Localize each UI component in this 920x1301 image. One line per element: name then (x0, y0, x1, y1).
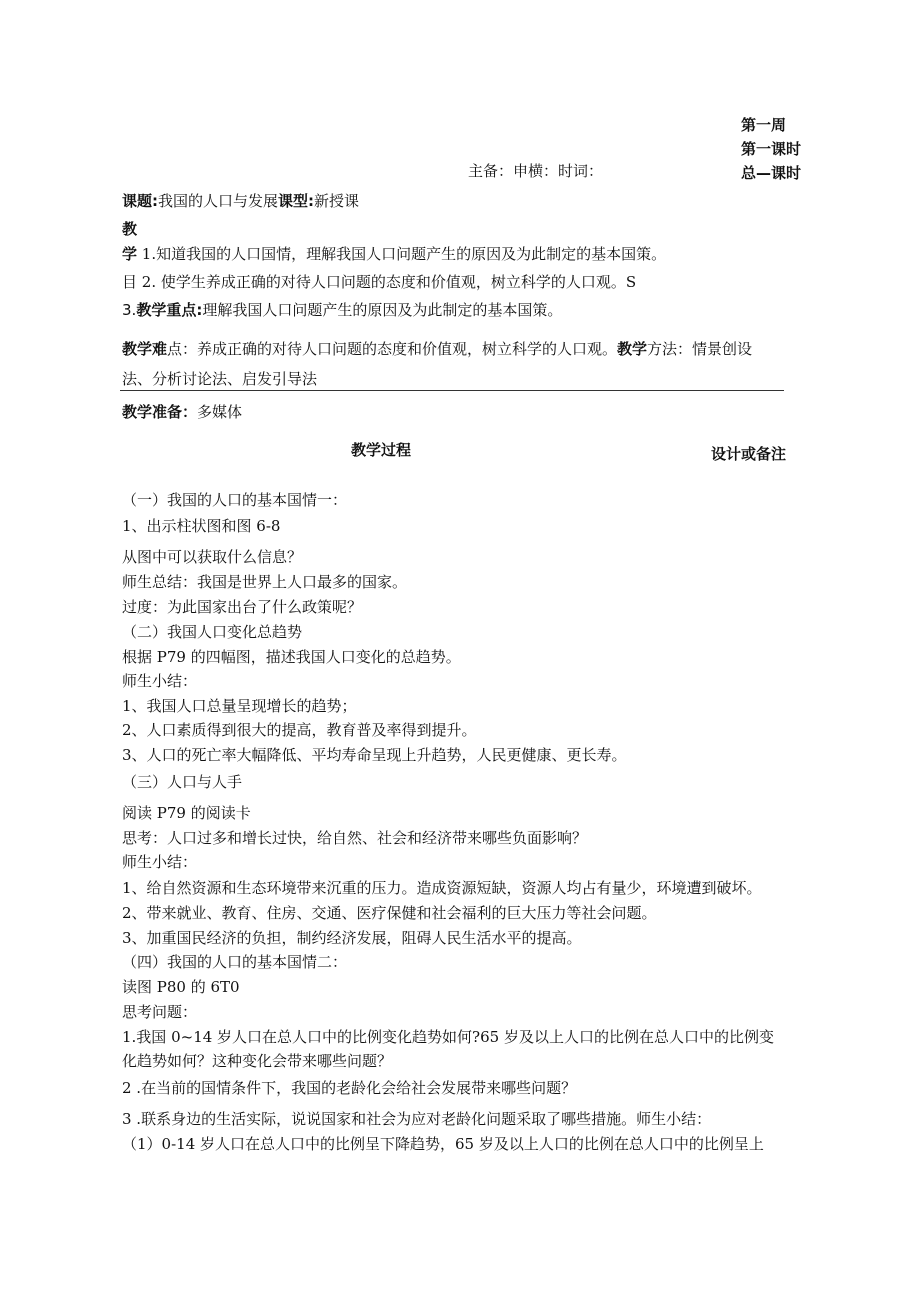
type-value: 新授课 (314, 192, 360, 210)
body-line: 3、加重国民经济的负担，制约经济发展，阻碍人民生活水平的提高。 (122, 929, 582, 947)
divider-line (120, 390, 784, 391)
process-header: 教学过程 (351, 441, 412, 459)
body-line: 阅读 P79 的阅读卡 (122, 804, 251, 822)
topic-label: 课题: (122, 192, 158, 210)
goal-1: 1.知道我国的人口国情，理解我国人口问题产生的原因及为此制定的基本国策。 (141, 245, 667, 263)
key-value: 理解我国人口问题产生的原因及为此制定的基本国策。 (202, 301, 563, 319)
body-line: （一）我国的人口的基本国情一： (122, 491, 348, 509)
method-label: 教学 (617, 340, 648, 358)
goals-label-3: 目 (122, 273, 138, 291)
goal-line-1 (122, 245, 666, 263)
method-value: 方法：情景创设 (647, 340, 753, 358)
body-line: 1、给自然资源和生态环境带来沉重的压力。造成资源短缺，资源人均占有量少，环境遭到破坏。 (122, 879, 762, 897)
type-label: 课型: (278, 192, 315, 210)
notes-header: 设计或备注 (711, 445, 787, 463)
key-number: 3. (122, 301, 137, 319)
total-label: 总—课时 (741, 164, 802, 182)
difficulty-label: 教学难 (122, 340, 168, 358)
body-line: 从图中可以获取什么信息？ (122, 548, 303, 566)
body-line: 根据 P79 的四幅图，描述我国人口变化的总趋势。 (122, 648, 461, 666)
goals-label-1: 教 (122, 220, 138, 238)
body-line: 思考：人口过多和增长过快，给自然、社会和经济带来哪些负面影响？ (122, 829, 588, 847)
body-line: 化趋势如何？这种变化会带来哪些问题？ (122, 1052, 393, 1070)
goal-line-2 (122, 273, 636, 291)
body-line: 师生小结： (122, 672, 198, 690)
prep-line (122, 403, 242, 421)
body-line: 3、人口的死亡率大幅降低、平均寿命呈现上升趋势，人民更健康、更长寿。 (122, 746, 627, 764)
body-line: 师生总结：我国是世界上人口最多的国家。 (122, 573, 408, 591)
body-line: 思考问题： (122, 1003, 198, 1021)
body-line: 2、带来就业、教育、住房、交通、医疗保健和社会福利的巨大压力等社会问题。 (122, 904, 657, 922)
body-line: 1.我国 0~14 岁人口在总人口中的比例变化趋势如何?65 岁及以上人口的比例在总人口中的比例变 (122, 1028, 774, 1046)
prep-label: 教学准备： (122, 403, 198, 421)
method-continued: 法、分析讨论法、启发引导法 (122, 370, 318, 388)
body-line: 过度：为此国家出台了什么政策呢？ (122, 598, 363, 616)
week-label: 第一周 (741, 116, 787, 134)
body-line: 2 .在当前的国情条件下，我国的老龄化会给社会发展带来哪些问题？ (122, 1079, 577, 1097)
goal-2: 2. 使学生养成正确的对待人口问题的态度和价值观，树立科学的人口观。S (141, 273, 637, 291)
body-line: （三）人口与人手 (122, 773, 243, 791)
body-line: 1、我国人口总量呈现增长的趋势； (122, 697, 357, 715)
topic-line (122, 192, 359, 210)
lesson-label: 第一课时 (741, 140, 802, 158)
difficulty-line (122, 340, 752, 358)
preparer-line: 主备：申横：时词： (468, 162, 604, 180)
key-point-line (122, 301, 562, 319)
body-line: 2、人口素质得到很大的提高，教育普及率得到提升。 (122, 721, 477, 739)
body-line: 3 .联系身边的生活实际，说说国家和社会为应对老龄化问题采取了哪些措施。师生小结： (122, 1110, 712, 1128)
prep-value: 多媒体 (197, 403, 243, 421)
body-line: 1、出示柱状图和图 6-8 (122, 517, 281, 535)
key-label: 教学重点: (136, 301, 203, 319)
goals-label-2: 学 (122, 245, 138, 263)
topic-value: 我国的人口与发展 (158, 192, 279, 210)
body-line: （四）我国的人口的基本国情二： (122, 953, 348, 971)
body-line: 读图 P80 的 6T0 (122, 978, 240, 996)
body-line: （二）我国人口变化总趋势 (122, 623, 303, 641)
difficulty-value: 点：养成正确的对待人口问题的态度和价值观，树立科学的人口观。 (167, 340, 618, 358)
body-line: 师生小结： (122, 853, 198, 871)
body-line: （1）0-14 岁人口在总人口中的比例呈下降趋势，65 岁及以上人口的比例在总人口中的比例呈上 (122, 1135, 764, 1153)
